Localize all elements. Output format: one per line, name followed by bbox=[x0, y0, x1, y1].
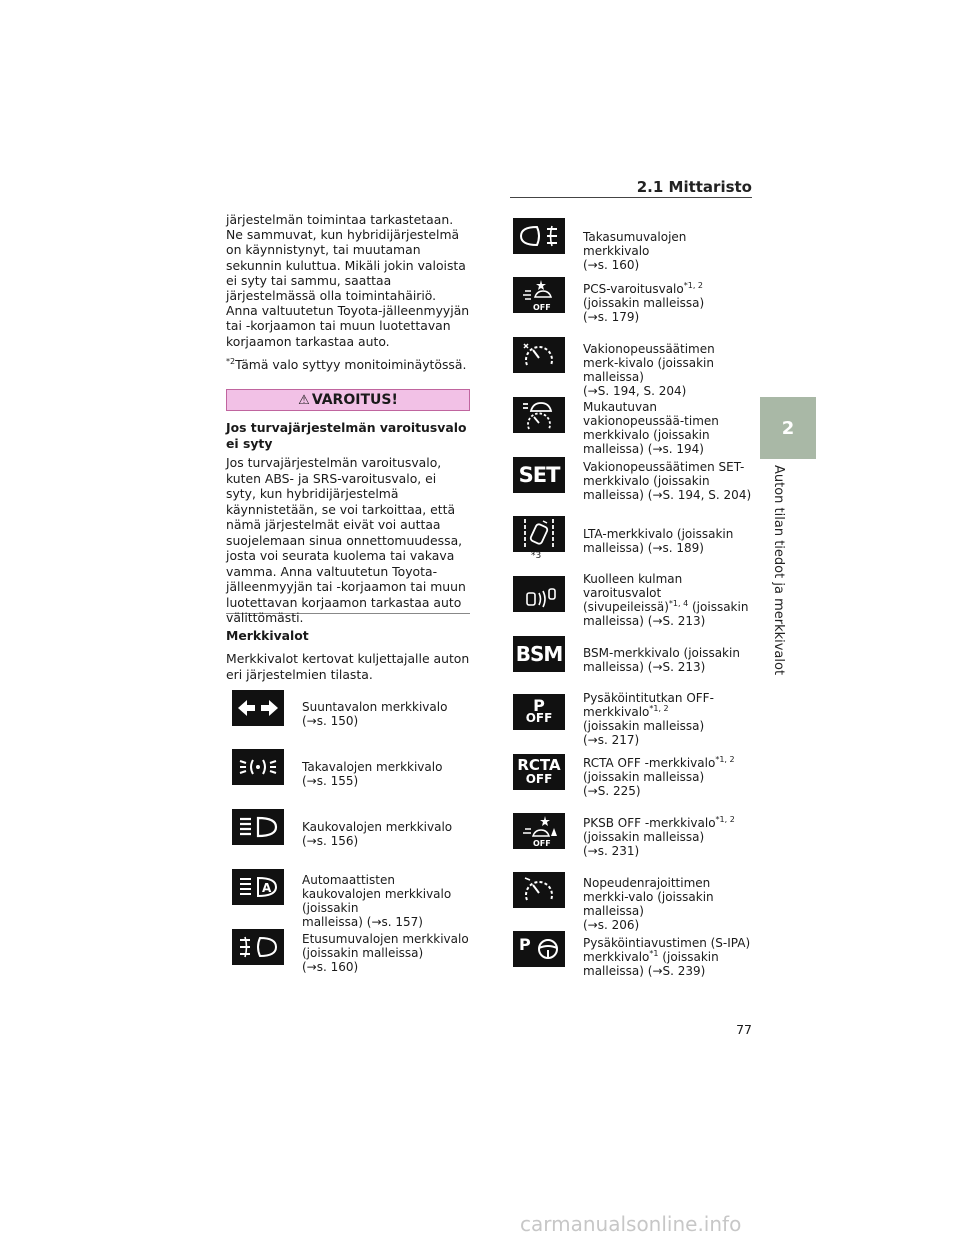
warning-heading-text: VAROITUS! bbox=[311, 392, 398, 408]
right-item-label: LTA-merkkivalo (joissakin malleissa) (→s. 189) bbox=[583, 527, 734, 555]
svg-text:OFF: OFF bbox=[533, 303, 551, 312]
intro-text bbox=[226, 212, 470, 380]
right-item-label: BSM-merkkivalo (joissakin malleissa) (→S. 213) bbox=[583, 646, 740, 674]
svg-text:OFF: OFF bbox=[533, 839, 551, 848]
watermark: carmanualsonline.info bbox=[520, 1212, 742, 1236]
left-item-label: Kaukovalojen merkkivalo (→s. 156) bbox=[302, 820, 453, 848]
front-fog-icon bbox=[232, 929, 284, 965]
parking-sensor-off-icon bbox=[513, 694, 565, 730]
warning-triangle-icon: ⚠ bbox=[298, 393, 310, 408]
cruise-control-icon bbox=[513, 337, 565, 373]
s-ipa-icon bbox=[513, 931, 565, 967]
auto-high-beam-icon bbox=[232, 869, 284, 905]
right-item-label: PKSB OFF -merkkivalo$^{*1, 2}$ (joissakin malleissa) (→s. 231) bbox=[583, 815, 735, 858]
adaptive-cruise-icon bbox=[513, 397, 565, 433]
rcta-off-icon bbox=[513, 754, 565, 790]
right-item-label: Kuolleen kulman varoitusvalot (sivupeileissä)$^{*1, 4}$ (joissakin malleissa) (→S. 213) bbox=[583, 572, 749, 628]
section-title: 2.1 Mittaristo bbox=[636, 178, 752, 196]
parking-icon-letter: P bbox=[519, 934, 531, 954]
right-item-label: Pysäköintitutkan OFF-merkkivalo$^{*1, 2}$ (joissakin malleissa) (→s. 217) bbox=[583, 691, 714, 747]
right-item-label: Pysäköintiavustimen (S-IPA) merkkivalo$^{*1}$ (joissakin malleissa) (→S. 239) bbox=[583, 936, 751, 978]
chapter-title: Auton tilan tiedot ja merkkivalot bbox=[771, 465, 786, 676]
warning-box bbox=[226, 389, 470, 625]
speed-limiter-icon bbox=[513, 872, 565, 908]
bsm-icon bbox=[513, 636, 565, 672]
off-icon-text: OFF bbox=[525, 711, 553, 725]
right-item-label: RCTA OFF -merkkivalo$^{*1, 2}$ (joissakin malleissa) (→S. 225) bbox=[583, 755, 735, 798]
footnote-mark: *2 bbox=[226, 356, 236, 366]
pksb-off-icon bbox=[513, 813, 565, 849]
warning-heading bbox=[226, 389, 470, 411]
right-item-label: Nopeudenrajoittimen merkki-valo (joissakin malleissa) (→s. 206) bbox=[583, 876, 714, 932]
set-icon bbox=[513, 457, 565, 493]
right-item-label: Takasumuvalojen merkkivalo (→s. 160) bbox=[583, 230, 687, 272]
footnote bbox=[226, 357, 470, 372]
rear-fog-icon bbox=[513, 218, 565, 254]
left-item-label: Takavalojen merkkivalo (→s. 155) bbox=[302, 760, 443, 788]
section-heading: Merkkivalot bbox=[226, 628, 309, 643]
tail-light-icon bbox=[232, 749, 284, 785]
chapter-number: 2 bbox=[781, 418, 795, 439]
lta-icon bbox=[513, 516, 565, 552]
header-rule bbox=[510, 197, 752, 198]
footnote-mark: *3 bbox=[531, 551, 542, 561]
warning-title: Jos turvajärjestelmän varoitusvalo ei syty bbox=[226, 420, 467, 451]
blind-spot-icon bbox=[513, 576, 565, 612]
off-icon-text: OFF bbox=[525, 772, 553, 786]
right-item-label: Vakionopeussäätimen merk-kivalo (joissakin malleissa) (→S. 194, S. 204) bbox=[583, 342, 715, 398]
parking-icon-letter: P bbox=[533, 696, 545, 715]
set-icon-text: SET bbox=[518, 463, 560, 487]
pcs-warning-icon bbox=[513, 277, 565, 313]
right-item-label: Vakionopeussäätimen SET-merkkivalo (joissakin malleissa) (→S. 194, S. 204) bbox=[583, 460, 752, 502]
footnote-text: Tämä valo syttyy monitoiminäytössä. bbox=[235, 356, 467, 372]
rcta-icon-text: RCTA bbox=[517, 756, 561, 774]
steering-wheel-icon bbox=[537, 938, 559, 960]
warning-body: Jos turvajärjestelmän varoitusvalo, kuten ABS- ja SRS-varoitusvalo, ei syty, kun hybridijärjestelmä käynnistetään, se voi tarkoittaa, että nämä järjestelmät eivät voi auttaa suojelemaan sinua onnettomuudessa, josta voi seurata kuolema tai vakava vamma. Anna valtuutetun Toyota-jälleenmyyjän tai -korjaamon tai muun luotettavan korjaamon tarkastaa auto välittömästi. bbox=[226, 455, 466, 625]
intro-paragraph: järjestelmän toimintaa tarkastetaan. Ne sammuvat, kun hybridijärjestelmä on käynnistynyt, tai muutaman sekunnin kuluttua. Mikäli jokin valoista ei syty tai sammu, saattaa järjestelmässä olla toimintahäiriö. Anna valtuutetun Toyota-jälleenmyyjän tai -korjaamon tai muun luotettavan korjaamon tarkastaa auto. bbox=[226, 212, 470, 349]
page-number: 77 bbox=[736, 1022, 752, 1037]
bsm-icon-text: BSM bbox=[515, 642, 563, 666]
turn-signal-icon bbox=[232, 690, 284, 726]
left-item-label: Suuntavalon merkkivalo (→s. 150) bbox=[302, 700, 448, 728]
left-item-label: Etusumuvalojen merkkivalo (joissakin malleissa) (→s. 160) bbox=[302, 932, 469, 974]
section-text: Merkkivalot kertovat kuljettajalle auton eri järjestelmien tilasta. bbox=[226, 651, 470, 682]
left-item-label: Automaattisten kaukovalojen merkkivalo (joissakin malleissa) (→s. 157) bbox=[302, 873, 452, 929]
right-item-label: PCS-varoitusvalo$^{*1, 2}$ (joissakin malleissa) (→s. 179) bbox=[583, 281, 705, 324]
high-beam-icon bbox=[232, 809, 284, 845]
right-item-label: Mukautuvan vakionopeussää-timen merkkivalo (joissakin malleissa) (→s. 194) bbox=[583, 400, 719, 456]
svg-text:A: A bbox=[262, 881, 272, 895]
